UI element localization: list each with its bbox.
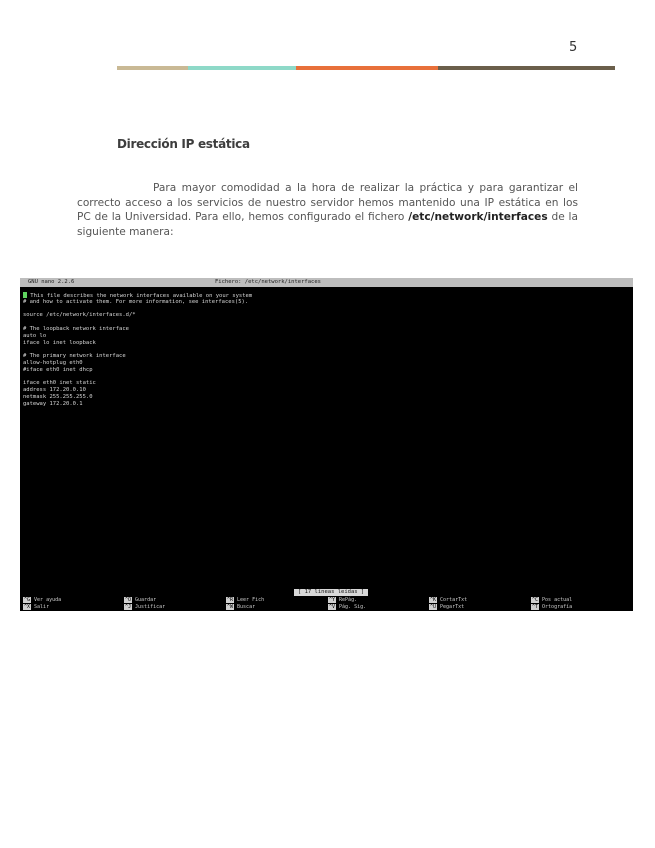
shortcut-item[interactable] (328, 604, 366, 611)
terminal-line (23, 299, 630, 306)
accent-segment-4 (438, 66, 615, 70)
terminal-line-text: gateway 172.20.0.1 (23, 400, 83, 407)
shortcut-item[interactable] (124, 597, 156, 604)
terminal-titlebar (20, 278, 633, 287)
accent-segment-1 (117, 66, 188, 70)
terminal-body[interactable] (23, 292, 630, 408)
shortcut-key: ^X (24, 604, 31, 610)
terminal-line (23, 401, 630, 408)
accent-segment-2 (188, 66, 296, 70)
editor-filename: Fichero: /etc/network/interfaces (215, 279, 321, 285)
terminal-line (23, 367, 630, 374)
terminal-line (23, 312, 630, 319)
page-number: 5 (569, 40, 578, 55)
shortcut-key: ^J (125, 604, 132, 610)
shortcut-label: Buscar (237, 604, 256, 610)
shortcut-key: ^V (329, 604, 336, 610)
shortcut-item[interactable] (124, 604, 165, 611)
shortcut-key: ^K (430, 597, 437, 603)
terminal-line-text: iface eth0 inet static (23, 380, 96, 387)
terminal-line-text: #iface eth0 inet dhcp (23, 366, 93, 373)
terminal-line (23, 380, 630, 387)
accent-segment-3 (296, 66, 438, 70)
shortcut-label: RePág. (339, 597, 358, 603)
shortcut-label: Pág. Sig. (339, 604, 367, 610)
shortcut-label: Salir (34, 604, 50, 610)
terminal-line-text: auto lo (23, 332, 47, 339)
terminal-line (23, 319, 630, 326)
terminal-line-text: netmask 255.255.255.0 (23, 393, 93, 400)
shortcut-item[interactable] (226, 597, 264, 604)
shortcut-item[interactable] (328, 597, 357, 604)
body-paragraph (77, 181, 578, 239)
shortcut-item[interactable] (226, 604, 255, 611)
terminal-line (23, 333, 630, 340)
terminal-line (23, 346, 630, 353)
shortcut-label: PegarTxt (440, 604, 465, 610)
terminal-line-text: iface lo inet loopback (23, 339, 96, 346)
terminal-line (23, 360, 630, 367)
shortcut-item[interactable] (531, 604, 572, 611)
terminal-line-text: source /etc/network/interfaces.d/* (23, 312, 136, 319)
shortcut-label: Ortografía (542, 604, 573, 610)
terminal-line (23, 394, 630, 401)
shortcut-key: ^W (227, 604, 234, 610)
section-heading: Dirección IP estática (117, 137, 250, 151)
file-path: /etc/network/interfaces (408, 211, 548, 224)
shortcut-key: ^Y (329, 597, 336, 603)
paragraph-text-before: Para mayor comodidad a la hora de realizar la práctica y para garantizar el correcto acceso a los servicios de nuestro servidor hemos mantenido una IP estática en los PC de la Universidad. Para ello, hemos configurado el fichero (77, 182, 578, 224)
editor-version: GNU nano 2.2.6 (28, 279, 75, 285)
shortcut-item[interactable] (429, 597, 467, 604)
shortcut-label: Justificar (135, 604, 166, 610)
terminal-line (23, 306, 630, 313)
shortcut-key: ^O (125, 597, 132, 603)
shortcut-bar (23, 597, 630, 611)
shortcut-key: ^T (532, 604, 539, 610)
terminal-line (23, 353, 630, 360)
terminal-line-text: address 172.20.0.10 (23, 387, 86, 394)
terminal-line (23, 340, 630, 347)
terminal-line-text: # The primary network interface (23, 353, 126, 360)
terminal-line (23, 374, 630, 381)
paragraph-text-after: de la siguiente manera: (77, 211, 578, 238)
terminal-line-text: This file describes the network interfaces available on your system (27, 293, 253, 299)
shortcut-key: ^R (227, 597, 234, 603)
shortcut-label: Ver ayuda (34, 597, 62, 603)
terminal-line (23, 387, 630, 394)
terminal-screenshot (20, 278, 633, 611)
terminal-line-text: # and how to activate them. For more information, see interfaces(5). (23, 298, 249, 305)
shortcut-label: Guardar (135, 597, 157, 603)
shortcut-label: Leer Fich (237, 597, 265, 603)
terminal-line-text: # The loopback network interface (23, 325, 129, 332)
shortcut-item[interactable] (23, 597, 61, 604)
shortcut-label: Pos actual (542, 597, 573, 603)
shortcut-key: ^U (430, 604, 437, 610)
terminal-line (23, 326, 630, 333)
shortcut-item[interactable] (531, 597, 572, 604)
shortcut-key: ^G (24, 597, 31, 603)
shortcut-key: ^C (532, 597, 539, 603)
status-message: [ 17 líneas leídas ] (294, 589, 368, 596)
terminal-line (23, 292, 630, 299)
terminal-line-text: allow-hotplug eth0 (23, 359, 83, 366)
shortcut-item[interactable] (23, 604, 49, 611)
accent-color-bar (117, 66, 615, 70)
shortcut-label: CortarTxt (440, 597, 468, 603)
shortcut-item[interactable] (429, 604, 464, 611)
